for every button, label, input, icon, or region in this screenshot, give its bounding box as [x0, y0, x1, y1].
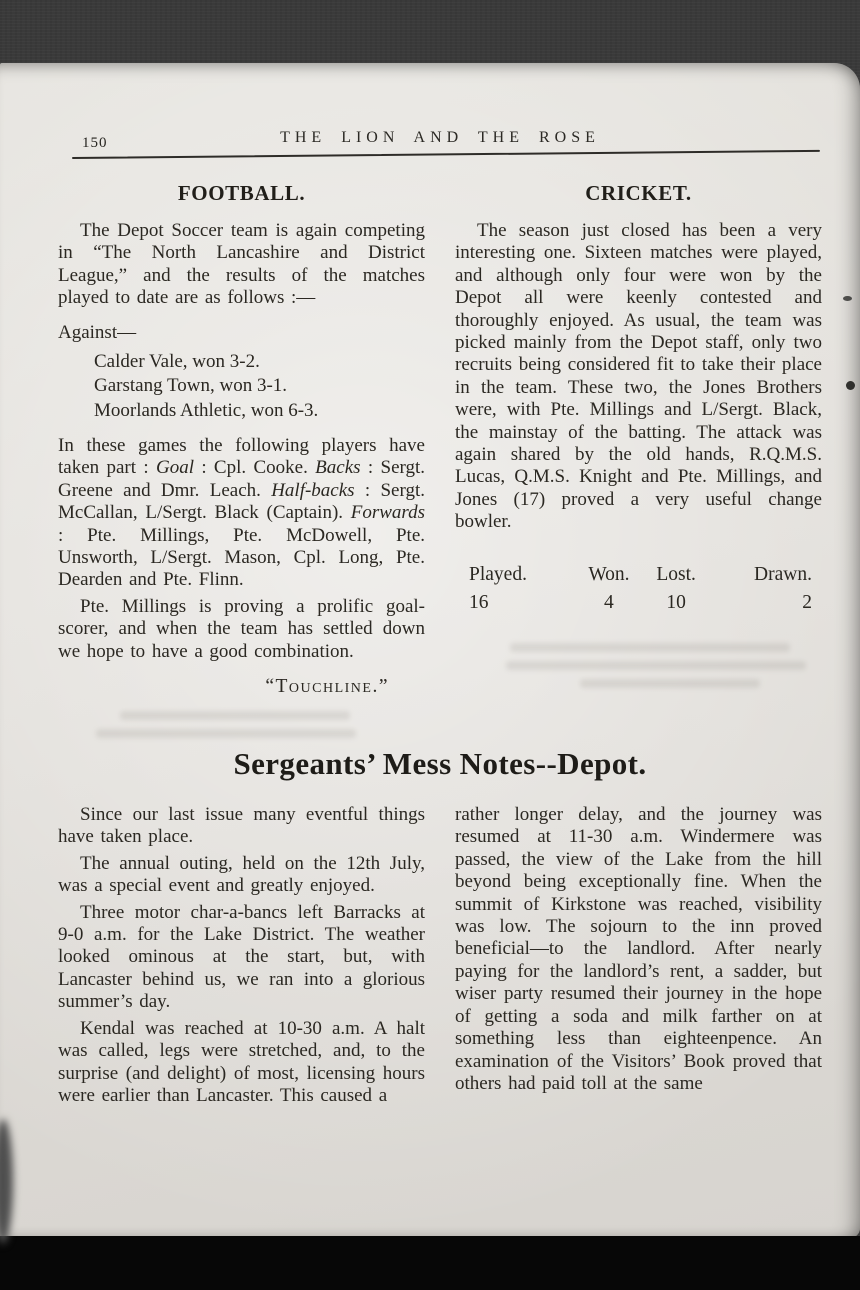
journal-title: THE LION AND THE ROSE	[280, 129, 600, 146]
football-heading: FOOTBALL.	[177, 181, 306, 205]
cricket-body-paragraph: The season just closed has been a very interesting one. Sixteen matches were played, and although only four were won by the Depot all were keenly contested and thoroughly enjoyed. As usual, the team was picked mainly from the Depot staff, only two recruits being considered fit to take their place in the team. These two, the Jones Brothers were, with Pte. Millings and L/Sergt. Black, the mainstay of the batting. The attack was again shared by the old hands, R.Q.M.S. Lucas, Q.M.S. Knight and Pte. Millings, and Jones (17) proved a very useful change bowler.	[455, 220, 822, 533]
position-label-halfbacks: Half-backs	[271, 479, 355, 501]
stats-value-row	[455, 592, 822, 614]
players-text: In these games the following players have taken part :	[58, 434, 425, 479]
mess-notes-paragraph: Since our last issue many eventful things have taken place.	[58, 804, 425, 848]
photo-bottom-black-band	[0, 1236, 860, 1290]
stats-header-played: Played.	[469, 563, 527, 585]
football-intro: The Depot Soccer team is again competing in “The North Lancashire and District League,” and the results of the matches played to date are as follows :—	[58, 220, 425, 309]
football-byline: “Touchline.”	[265, 676, 389, 698]
players-text: : Pte. Millings, Pte. McDowell, Pte. Unsworth, L/Sergt. Mason, Cpl. Long, Pte. Dearden and Pte. Flinn.	[58, 524, 425, 591]
stats-value-lost: 10	[666, 591, 686, 613]
cricket-column	[455, 181, 822, 702]
page-number: 150	[82, 135, 108, 151]
football-results-list	[58, 350, 425, 423]
bleedthrough-smudge	[96, 729, 356, 738]
stats-header-row	[455, 564, 822, 592]
mess-notes-paragraph: Kendal was reached at 10-30 a.m. A halt was called, legs were stretched, and, to the surprise (and delight) of most, licensing hours were earlier than Lancaster. This caused a	[58, 1017, 425, 1106]
page-content	[0, 63, 860, 1238]
mess-notes-left-column	[58, 804, 425, 1111]
football-players-paragraph	[58, 435, 425, 592]
photo-speck	[843, 296, 852, 301]
football-result-item: Calder Vale, won 3-2.	[94, 351, 260, 373]
football-against-label: Against—	[58, 321, 137, 343]
stats-header-drawn: Drawn.	[754, 563, 812, 585]
stats-header-won: Won.	[588, 563, 630, 585]
stats-value-won: 4	[604, 591, 614, 613]
players-text: : Sergt. McCallan, L/Sergt. Black (Captain).	[58, 479, 425, 524]
position-label-forwards: Forwards	[350, 502, 425, 524]
football-result-item: Moorlands Athletic, won 6-3.	[94, 399, 319, 421]
magazine-page	[0, 63, 860, 1238]
photo-speck	[846, 381, 855, 390]
football-column	[58, 181, 425, 702]
football-result-item: Garstang Town, won 3-1.	[94, 375, 288, 397]
stats-value-drawn: 2	[802, 591, 812, 613]
running-head	[58, 125, 822, 159]
players-text: : Cpl. Cooke.	[193, 457, 316, 479]
stats-header-lost: Lost.	[656, 563, 696, 585]
header-rule	[72, 150, 820, 159]
mess-notes-paragraph: Three motor char-a-bancs left Barracks at 9-0 a.m. for the Lake District. The weather looked ominous at the start, but, with Lancaster behind us, we ran into a glorious summer’s day.	[58, 901, 425, 1013]
sergeants-mess-heading: Sergeants’ Mess Notes--Depot.	[233, 746, 647, 782]
cricket-stats-table	[455, 564, 822, 614]
position-label-backs: Backs	[315, 457, 361, 479]
football-closing-paragraph: Pte. Millings is proving a prolific goal-scorer, and when the team has settled down we hope to have a good combination.	[58, 595, 425, 662]
players-text: : Sergt. Greene and Dmr. Leach.	[58, 457, 426, 501]
cricket-heading: CRICKET.	[585, 181, 692, 205]
stats-value-played: 16	[469, 591, 489, 613]
mess-notes-paragraph: rather longer delay, and the journey was resumed at 11-30 a.m. Windermere was passed, the view of the Lake from the hill beyond being exceptionally fine. When the summit of Kirkstone was reached, visibility was low. The sojourn to the inn proved beneficial—to the landlord. After nearly paying for the landlord’s rent, a sadder, but wiser party resumed their journey in the hope of getting a soda and milk farther on at something less than eighteenpence. An examination of the Visitors’ Book proved that others had paid toll at the same	[455, 804, 822, 1094]
mess-notes-right-column	[455, 804, 822, 1111]
mess-notes-paragraph: The annual outing, held on the 12th July, was a special event and greatly enjoyed.	[58, 852, 425, 897]
bleedthrough-smudge	[120, 711, 350, 720]
mess-notes-columns	[58, 804, 822, 1111]
top-columns	[58, 181, 822, 702]
position-label-goal: Goal	[155, 457, 194, 479]
